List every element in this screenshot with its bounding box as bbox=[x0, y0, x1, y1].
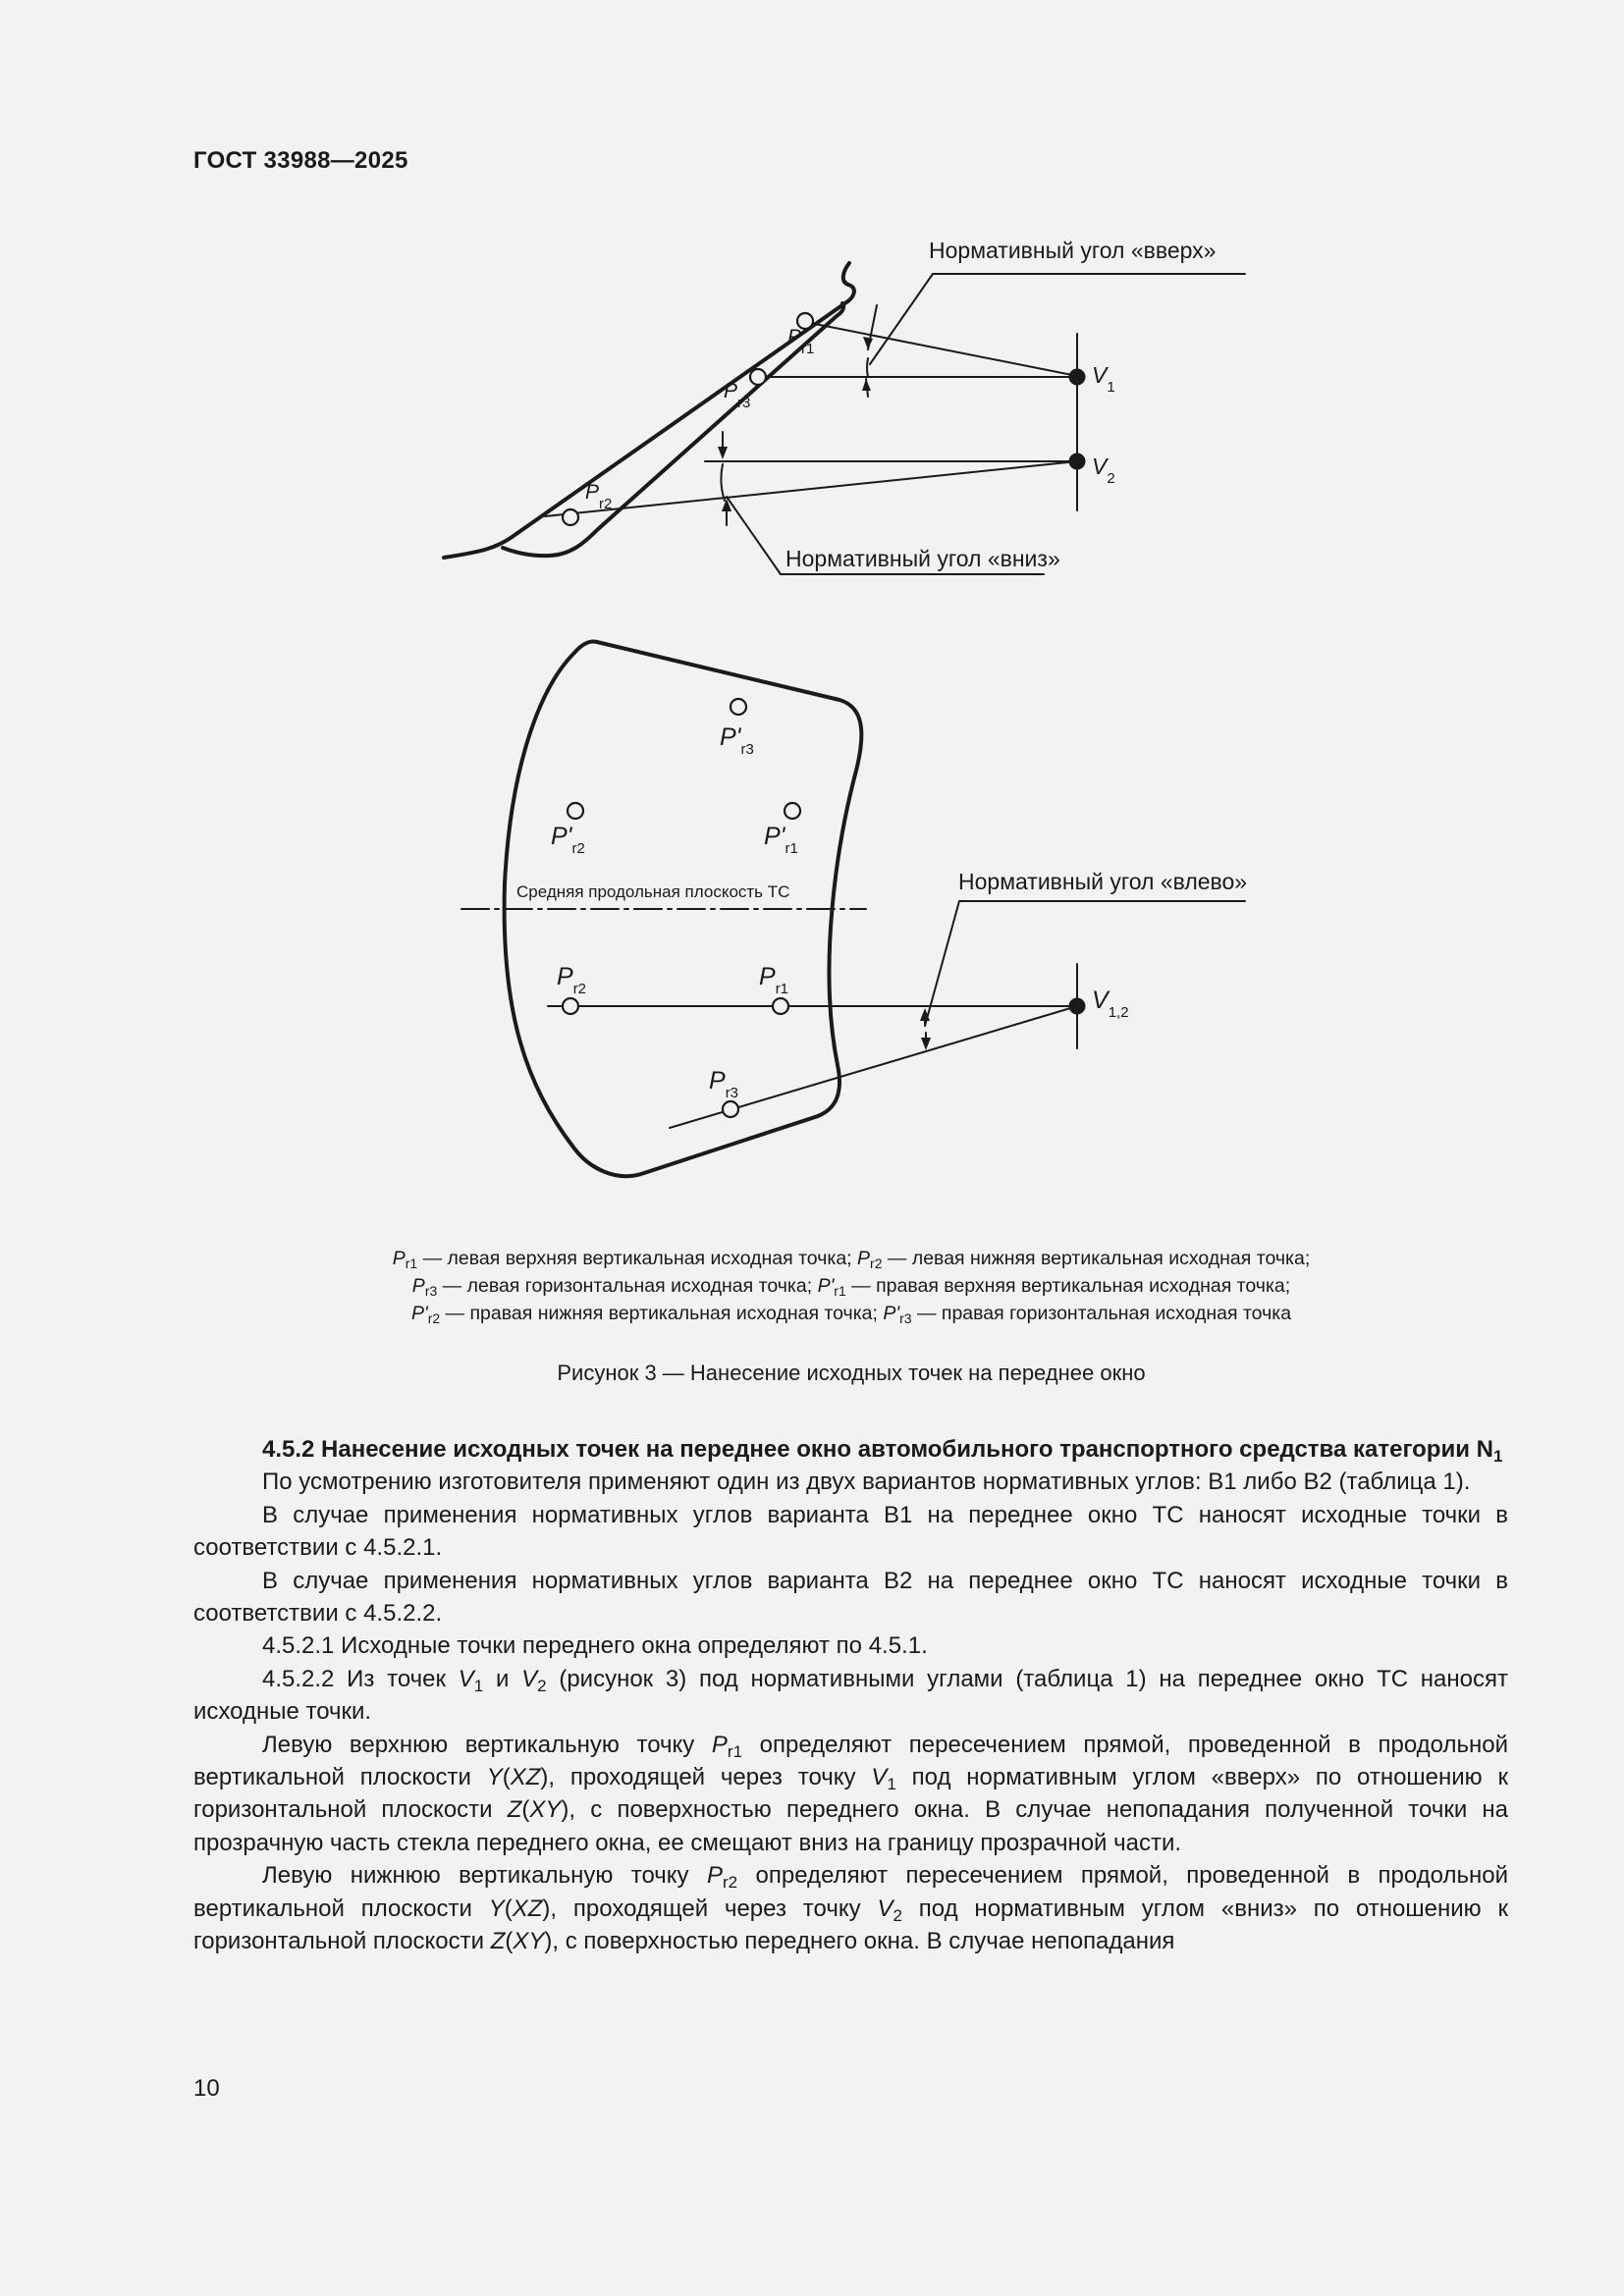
paragraph: Левую нижнюю вертикальную точку $P_{r2}$ определяют пересечением прямой, проведенной в продольной вертикальной плоскости Y(XZ), проходящей через точку $V_2$ под нормативным углом «вниз» по отношению к горизонтальной плоскости Z(XY), с поверхностью переднего окна. В случае непопадания bbox=[193, 1862, 1508, 1955]
label-pr1-top: $P_{r1}$ bbox=[759, 963, 789, 997]
angle-up-label: Нормативный угол «вверх» bbox=[929, 238, 1217, 263]
point-v2 bbox=[1069, 454, 1086, 470]
label-pr2-top: $P_{r2}$ bbox=[557, 963, 587, 997]
section-heading: 4.5.2 Нанесение исходных точек на переднее окно автомобильного транспортного средства категории $N_1$ bbox=[262, 1436, 1503, 1466]
label-v12: $V_{1,2}$ bbox=[1092, 987, 1129, 1021]
label-pr1-side: $P_{r1}$ bbox=[787, 326, 815, 357]
legend-line-2: $P_{r3}$ — левая горизонтальная исходная точка; $P'_{r1}$ — правая верхняя вертикальная исходная точка; bbox=[411, 1275, 1291, 1299]
label-v1: $V_1$ bbox=[1092, 362, 1115, 396]
paragraph: В случае применения нормативных углов варианта В1 на переднее окно ТС наносят исходные точки в соответствии с 4.5.2.1. bbox=[193, 1501, 1508, 1562]
leader-angle-up bbox=[870, 274, 933, 364]
paragraph: 4.5.2.2 Из точек $V_1$ и $V_2$ (рисунок 3) под нормативными углами (таблица 1) на переднее окно ТС наносят исходные точки. bbox=[193, 1665, 1508, 1726]
point-pr2-side bbox=[563, 509, 578, 525]
document-code: ГОСТ 33988—2025 bbox=[193, 147, 408, 174]
leader-angle-down bbox=[727, 497, 781, 574]
label-v2: $V_2$ bbox=[1092, 454, 1115, 487]
point-pr3-side bbox=[750, 369, 766, 385]
label-pr3-side: $P_{r3}$ bbox=[724, 380, 751, 411]
label-ppr3: $P'_{r3}$ bbox=[720, 723, 754, 758]
point-pr3-top bbox=[723, 1101, 738, 1117]
point-pr2-top bbox=[563, 998, 578, 1014]
point-v12 bbox=[1069, 998, 1086, 1015]
windshield-outer-edge bbox=[444, 263, 854, 558]
center-plane-label: Средняя продольная плоскость ТС bbox=[516, 882, 790, 901]
point-ppr3-top bbox=[731, 699, 746, 715]
paragraph: Левую верхнюю вертикальную точку $P_{r1}$ определяют пересечением прямой, проведенной в продольной вертикальной плоскости Y(XZ), проходящей через точку $V_1$ под нормативным углом «вверх» по отношению к горизонтальной плоскости Z(XY), с поверхностью переднего окна. В случае непопадания полученной точки на прозрачную часть стекла переднего окна, ее смещают вниз на границу прозрачной части. bbox=[193, 1731, 1509, 1856]
point-pr1-top bbox=[773, 998, 788, 1014]
figure-legend bbox=[193, 1245, 1509, 1327]
sight-line-v1-pr1 bbox=[805, 322, 1077, 376]
label-pr3-top: $P_{r3}$ bbox=[709, 1067, 739, 1101]
point-ppr2-top bbox=[568, 803, 583, 819]
page-number: 10 bbox=[193, 2075, 220, 2102]
point-v1 bbox=[1069, 369, 1086, 386]
sight-line-v2-pr2 bbox=[545, 461, 1077, 516]
angle-down-arc bbox=[721, 464, 725, 501]
section-body bbox=[193, 1433, 1508, 1958]
figure-caption: Рисунок 3 — Нанесение исходных точек на переднее окно bbox=[557, 1361, 1146, 1385]
angle-left-label: Нормативный угол «влево» bbox=[958, 869, 1248, 894]
label-ppr2: $P'_{r2}$ bbox=[551, 823, 585, 857]
label-ppr1: $P'_{r1}$ bbox=[764, 823, 798, 857]
paragraph: 4.5.2.1 Исходные точки переднего окна определяют по 4.5.1. bbox=[262, 1632, 928, 1660]
point-ppr1-top bbox=[785, 803, 800, 819]
angle-up-arc bbox=[867, 358, 868, 377]
legend-line-1: $P_{r1}$ — левая верхняя вертикальная исходная точка; $P_{r2}$ — левая нижняя вертикальная исходная точка; bbox=[392, 1248, 1311, 1271]
legend-line-3: $P'_{r2}$ — правая нижняя вертикальная исходная точка; $P'_{r3}$ — правая горизонтальная исходная точка bbox=[410, 1303, 1292, 1326]
paragraph: В случае применения нормативных углов варианта В2 на переднее окно ТС наносят исходные точки в соответствии с 4.5.2.2. bbox=[193, 1567, 1508, 1628]
label-pr2-side: $P_{r2}$ bbox=[585, 481, 613, 512]
paragraph: По усмотрению изготовителя применяют один из двух вариантов нормативных углов: В1 либо В2 (таблица 1). bbox=[262, 1468, 1471, 1496]
angle-down-label: Нормативный угол «вниз» bbox=[785, 546, 1060, 571]
